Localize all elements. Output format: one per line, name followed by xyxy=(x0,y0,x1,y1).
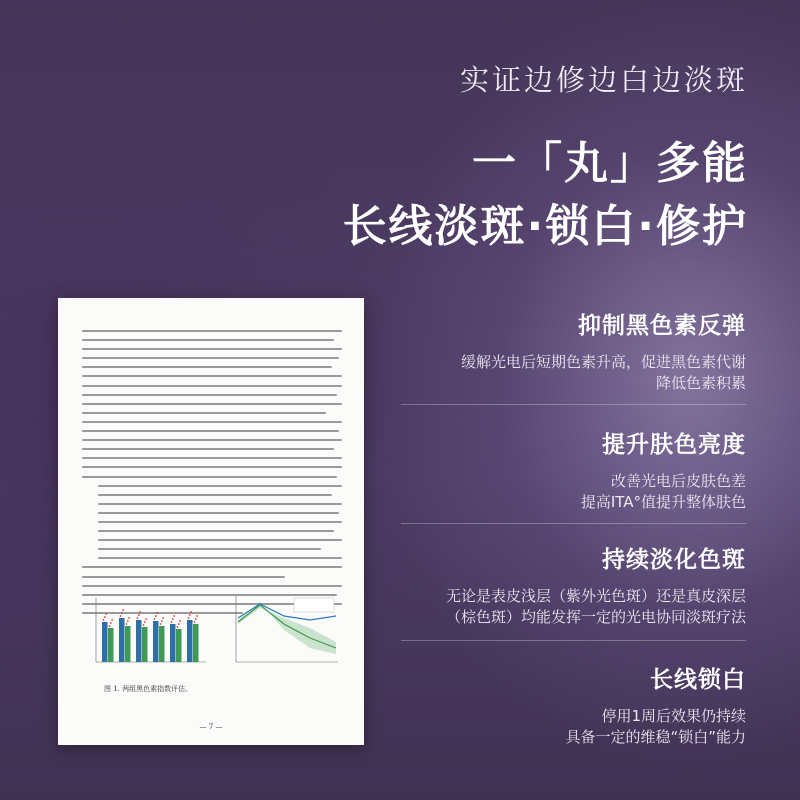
bar xyxy=(125,626,131,662)
data-dot xyxy=(138,614,140,616)
figure-caption: 图 1. 两组黑色素指数评估。 xyxy=(104,685,193,693)
data-dot xyxy=(196,615,198,617)
feature-desc-line: 改善光电后皮肤色差 xyxy=(610,472,746,490)
feature-desc-line: 停用1周后效果仍持续 xyxy=(601,707,746,725)
data-dot xyxy=(171,621,173,623)
feature-desc-line: 提高ITA°值提升整体肤色 xyxy=(580,493,746,511)
paper-text-line xyxy=(98,530,335,532)
paper-text-line xyxy=(98,557,342,559)
data-dot xyxy=(155,615,157,617)
bar xyxy=(119,618,125,662)
data-dot xyxy=(189,614,191,616)
paper-text-line xyxy=(98,503,342,505)
feature-title: 提升肤色亮度 xyxy=(602,432,746,458)
paper-body-text xyxy=(82,330,342,580)
paper-text-line xyxy=(98,494,332,496)
data-dot xyxy=(121,612,123,614)
data-dot xyxy=(145,618,147,620)
feature-desc-line: 缓解光电后短期色素升高，促进黑色素代谢 xyxy=(460,353,746,371)
paper-text-line xyxy=(82,330,342,332)
data-dot xyxy=(177,626,179,628)
data-dot xyxy=(173,615,175,617)
paper-text-line xyxy=(82,439,342,441)
tagline: 实证边修边白边淡斑 xyxy=(459,63,748,97)
data-dot xyxy=(162,617,164,619)
data-dot xyxy=(105,613,107,615)
data-dot xyxy=(195,618,197,620)
paper-text-line xyxy=(82,412,326,414)
paper-text-line xyxy=(98,548,322,550)
divider xyxy=(401,640,746,641)
feature-fade-spots xyxy=(406,541,746,628)
paper-text-line xyxy=(82,375,342,377)
paper-text-line xyxy=(82,348,342,350)
divider xyxy=(401,523,746,524)
research-paper-page xyxy=(58,298,364,745)
paper-text-line xyxy=(98,485,342,487)
data-dot xyxy=(127,620,129,622)
bar xyxy=(142,627,148,662)
feature-desc-line: 降低色素积累 xyxy=(655,374,746,392)
paper-text-line xyxy=(82,394,337,396)
feature-desc xyxy=(406,471,746,513)
data-dot xyxy=(137,617,139,619)
feature-brighten-skin xyxy=(406,426,746,513)
legend-box xyxy=(294,598,334,612)
bar-chart-figure xyxy=(96,598,206,662)
data-dot xyxy=(126,623,128,625)
feature-desc-line: （棕色斑）均能发挥一定的光电协同淡斑疗法 xyxy=(445,608,746,626)
headline-line-2: 长线淡斑·锁白·修护 xyxy=(342,201,748,252)
paper-text-line xyxy=(98,539,342,541)
page-number: — 7 — xyxy=(199,723,223,731)
paper-text-line xyxy=(98,512,340,514)
paper-text-line xyxy=(82,421,342,423)
paper-text-line xyxy=(82,457,342,459)
data-dot xyxy=(161,620,163,622)
feature-title: 抑制黑色素反弹 xyxy=(578,313,746,339)
paper-text-line xyxy=(82,430,339,432)
paper-text-line xyxy=(82,339,334,341)
data-dot xyxy=(128,617,130,619)
feature-title: 持续淡化色斑 xyxy=(602,547,746,573)
feature-title: 长线锁白 xyxy=(650,667,746,693)
bar xyxy=(136,620,142,662)
data-dot xyxy=(120,615,122,617)
feature-desc xyxy=(406,586,746,628)
feature-desc xyxy=(406,706,746,748)
data-dot xyxy=(143,624,145,626)
data-dot xyxy=(111,619,113,621)
data-dot xyxy=(172,618,174,620)
paper-text-line xyxy=(82,466,342,468)
data-dot xyxy=(109,625,111,627)
data-dot xyxy=(103,619,105,621)
data-dot xyxy=(104,616,106,618)
data-dot xyxy=(154,618,156,620)
feature-desc-line: 具备一定的维稳“锁白”能力 xyxy=(565,728,746,746)
data-dot xyxy=(122,609,124,611)
data-dot xyxy=(110,622,112,624)
data-dot xyxy=(194,621,196,623)
bar xyxy=(159,626,165,662)
paper-text-line xyxy=(82,385,342,387)
paper-text-line xyxy=(82,576,285,578)
paper-text-line xyxy=(82,366,332,368)
line-chart-figure xyxy=(236,596,338,662)
paper-text-line xyxy=(82,566,342,568)
divider xyxy=(401,404,746,405)
feature-suppress-melanin xyxy=(406,307,746,394)
paper-text-line xyxy=(82,357,339,359)
bar xyxy=(170,624,176,662)
bar xyxy=(153,621,159,662)
feature-desc xyxy=(406,352,746,394)
paper-figure xyxy=(88,588,343,676)
bar xyxy=(102,622,108,662)
bar xyxy=(187,620,193,662)
feature-desc-line: 无论是表皮浅层（紫外光色斑）还是真皮深层 xyxy=(445,587,746,605)
bar xyxy=(193,624,199,662)
paper-text-line xyxy=(82,585,342,587)
feature-lasting-whitening xyxy=(406,661,746,748)
paper-text-line xyxy=(98,521,342,523)
data-dot xyxy=(156,612,158,614)
paper-text-line xyxy=(82,448,334,450)
bar xyxy=(176,629,182,662)
data-dot xyxy=(179,620,181,622)
paper-text-line xyxy=(82,476,337,478)
data-dot xyxy=(178,623,180,625)
headline-line-1: 一「丸」多能 xyxy=(472,138,748,189)
bar xyxy=(108,628,114,662)
data-dot xyxy=(188,617,190,619)
paper-text-line xyxy=(82,403,342,405)
data-dot xyxy=(160,623,162,625)
data-dot xyxy=(139,611,141,613)
data-dot xyxy=(190,611,192,613)
data-dot xyxy=(144,621,146,623)
